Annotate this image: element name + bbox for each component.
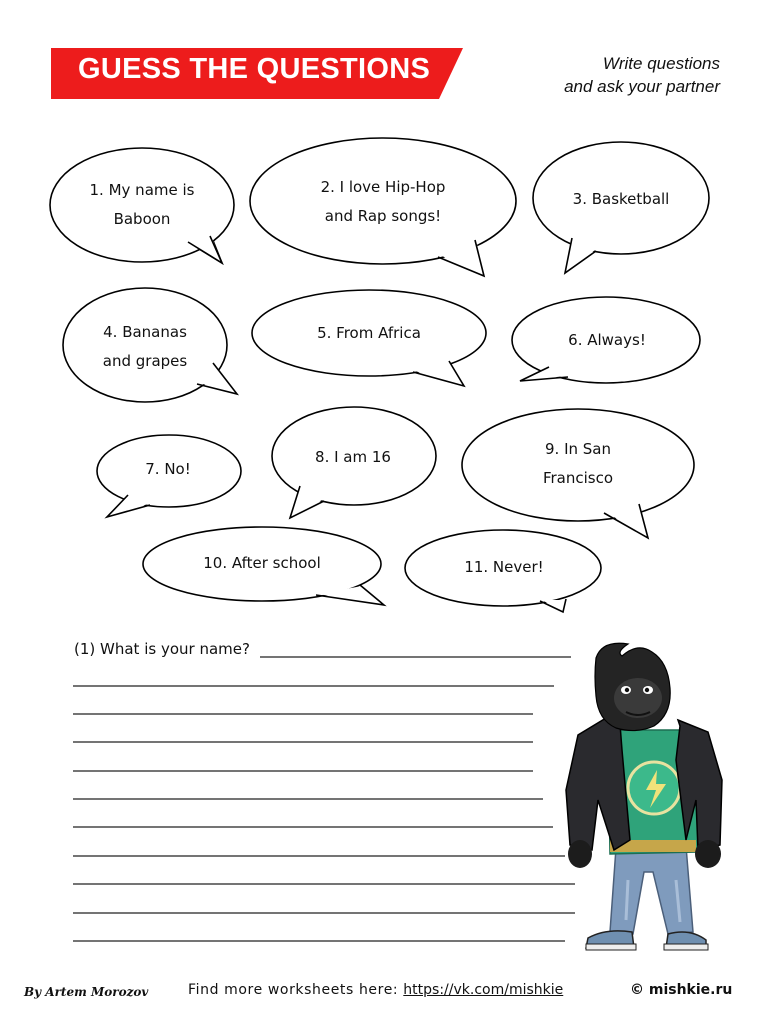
- footer-find-text: Find more worksheets here:: [188, 982, 399, 998]
- page-title: GUESS THE QUESTIONS: [78, 53, 431, 85]
- footer-author: By Artem Morozov: [24, 985, 149, 999]
- bubble-text-4: 4. Bananas and grapes: [102, 323, 188, 370]
- gorilla-illustration: [558, 640, 728, 958]
- bubble-text-3: 3. Basketball: [572, 190, 670, 208]
- bubble-text-8: 8. I am 16: [315, 448, 391, 466]
- footer-link[interactable]: https://vk.com/mishkie: [403, 982, 564, 998]
- bubble-text-1: 1. My name is Baboon: [89, 181, 195, 228]
- instruction-line-1: Write questions: [602, 54, 720, 73]
- bubble-text-9: 9. In San Francisco: [542, 440, 614, 487]
- bubble-text-6: 6. Always!: [568, 331, 646, 349]
- footer-copyright: © mishkie.ru: [630, 982, 733, 998]
- bubble-text-2: 2. I love Hip-Hop and Rap songs!: [320, 178, 446, 225]
- bubble-text-5: 5. From Africa: [317, 324, 421, 342]
- bubble-text-10: 10. After school: [203, 554, 321, 572]
- bubble-text-7: 7. No!: [145, 460, 191, 478]
- answer-lines: [73, 657, 575, 941]
- bubble-text-11: 11. Never!: [464, 558, 544, 576]
- footer-find-more: [188, 982, 563, 998]
- instruction-line-2: and ask your partner: [564, 77, 720, 96]
- example-question: (1) What is your name?: [74, 640, 250, 658]
